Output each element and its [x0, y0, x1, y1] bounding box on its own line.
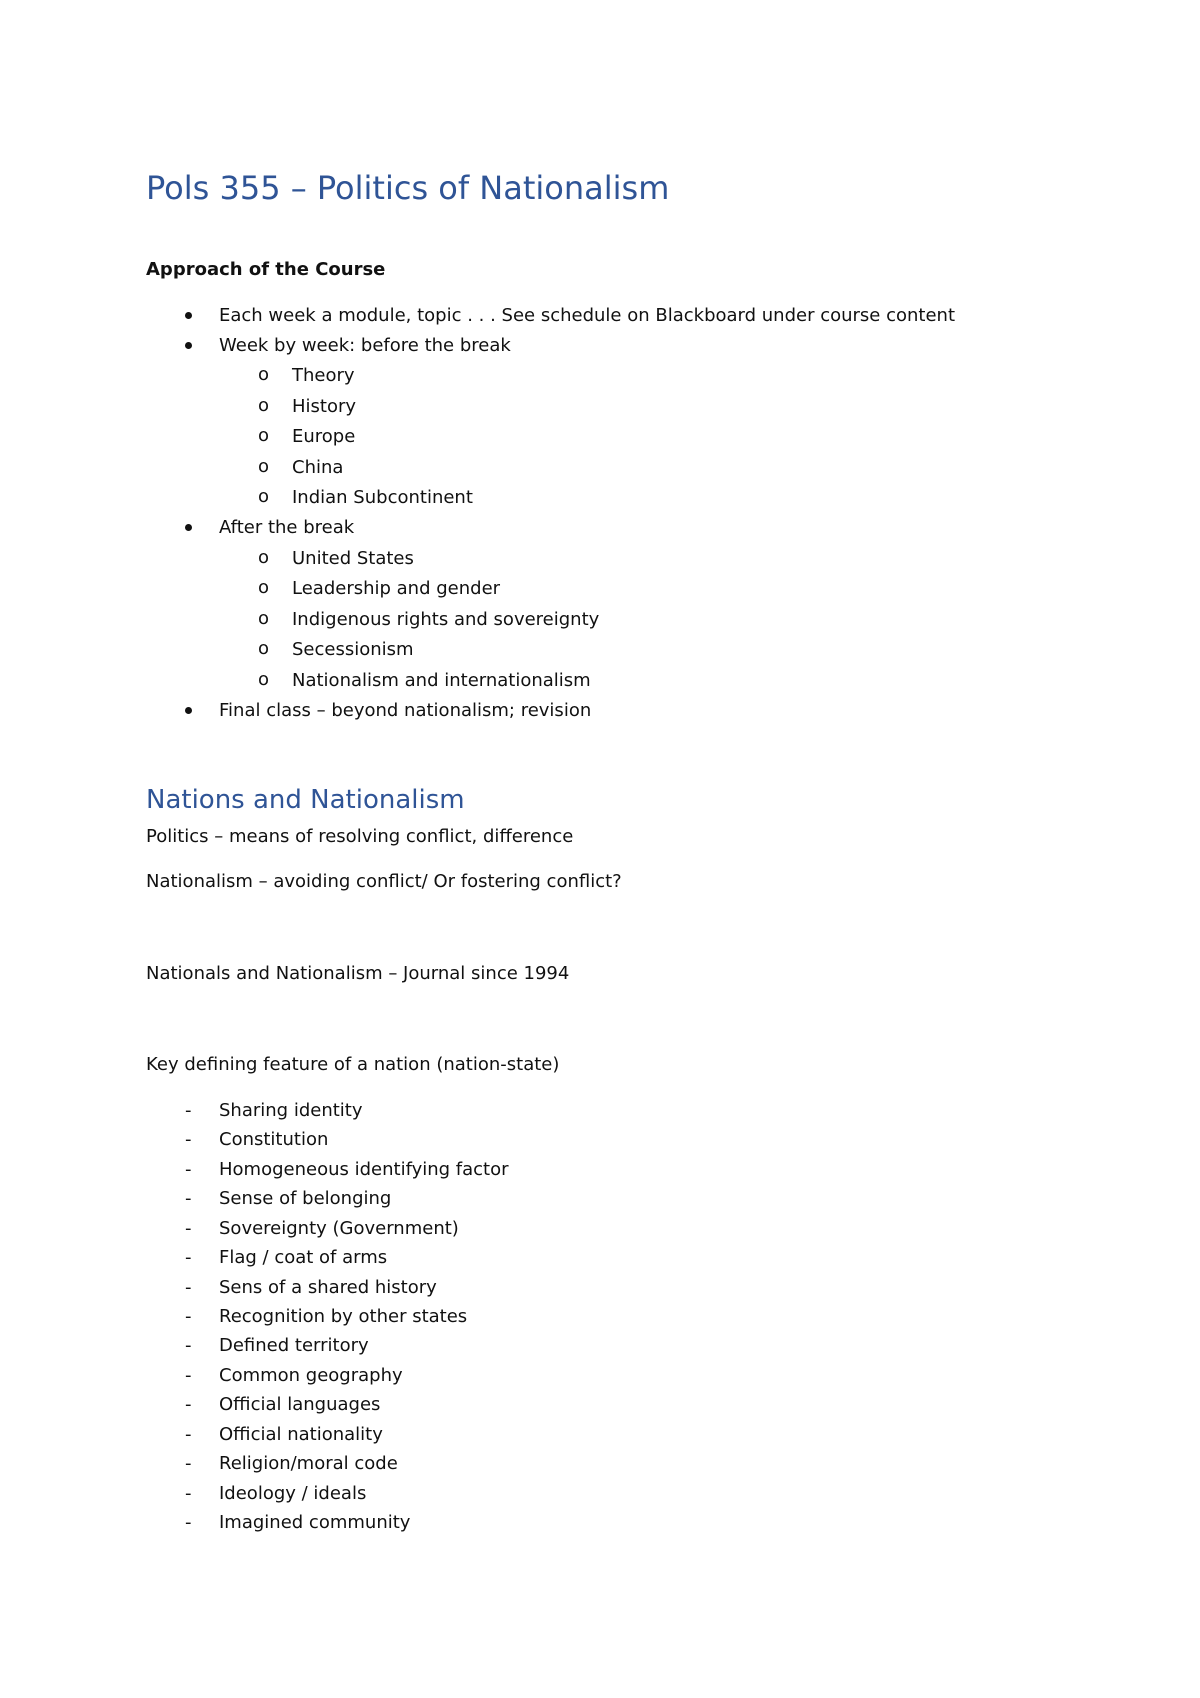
- list-item: Indigenous rights and sovereignty: [292, 609, 600, 630]
- dash-bullet-icon: -: [185, 1424, 192, 1445]
- list-item: Sense of belonging: [219, 1188, 392, 1209]
- list-item: Constitution: [219, 1129, 329, 1150]
- bullet-icon: [185, 707, 192, 714]
- circle-bullet-icon: o: [258, 638, 270, 659]
- paragraph: Politics – means of resolving conflict, difference: [146, 826, 574, 847]
- dash-bullet-icon: -: [185, 1335, 192, 1356]
- dash-bullet-icon: -: [185, 1483, 192, 1504]
- bullet-icon: [185, 312, 192, 319]
- list-item: Sens of a shared history: [219, 1277, 437, 1298]
- dash-bullet-icon: -: [185, 1218, 192, 1239]
- list-item: Indian Subcontinent: [292, 487, 473, 508]
- list-item: History: [292, 396, 357, 417]
- section-heading: Nations and Nationalism: [146, 785, 465, 815]
- paragraph: Nationals and Nationalism – Journal since 1994: [146, 963, 570, 984]
- dash-bullet-icon: -: [185, 1394, 192, 1415]
- list-item: Each week a module, topic . . . See schedule on Blackboard under course content: [219, 305, 956, 326]
- list-item: Nationalism and internationalism: [292, 670, 591, 691]
- list-item: Secessionism: [292, 639, 414, 660]
- page-title: Pols 355 – Politics of Nationalism: [146, 169, 670, 207]
- dash-bullet-icon: -: [185, 1365, 192, 1386]
- list-item: Recognition by other states: [219, 1306, 468, 1327]
- list-item: Sharing identity: [219, 1100, 363, 1121]
- list-item: Religion/moral code: [219, 1453, 398, 1474]
- list-item: Homogeneous identifying factor: [219, 1159, 509, 1180]
- list-item: Sovereignty (Government): [219, 1218, 459, 1239]
- dash-bullet-icon: -: [185, 1306, 192, 1327]
- list-item: Final class – beyond nationalism; revision: [219, 700, 592, 721]
- list-item: Flag / coat of arms: [219, 1247, 388, 1268]
- circle-bullet-icon: o: [258, 608, 270, 629]
- list-item: Common geography: [219, 1365, 403, 1386]
- list-item: Imagined community: [219, 1512, 411, 1533]
- dash-bullet-icon: -: [185, 1277, 192, 1298]
- circle-bullet-icon: o: [258, 669, 270, 690]
- circle-bullet-icon: o: [258, 425, 270, 446]
- dash-bullet-icon: -: [185, 1159, 192, 1180]
- list-item: Theory: [292, 365, 355, 386]
- list-item: Europe: [292, 426, 356, 447]
- dash-bullet-icon: -: [185, 1247, 192, 1268]
- dash-bullet-icon: -: [185, 1188, 192, 1209]
- circle-bullet-icon: o: [258, 395, 270, 416]
- list-item: Official nationality: [219, 1424, 383, 1445]
- list-item: Leadership and gender: [292, 578, 501, 599]
- bullet-icon: [185, 524, 192, 531]
- dash-bullet-icon: -: [185, 1129, 192, 1150]
- list-item: Official languages: [219, 1394, 381, 1415]
- dash-bullet-icon: -: [185, 1100, 192, 1121]
- circle-bullet-icon: o: [258, 364, 270, 385]
- bullet-icon: [185, 342, 192, 349]
- circle-bullet-icon: o: [258, 456, 270, 477]
- paragraph: Key defining feature of a nation (nation-state): [146, 1054, 560, 1075]
- list-item: Defined territory: [219, 1335, 369, 1356]
- circle-bullet-icon: o: [258, 547, 270, 568]
- list-item: After the break: [219, 517, 355, 538]
- list-item: Week by week: before the break: [219, 335, 511, 356]
- dash-bullet-icon: -: [185, 1453, 192, 1474]
- paragraph: Nationalism – avoiding conflict/ Or fostering conflict?: [146, 871, 622, 892]
- circle-bullet-icon: o: [258, 577, 270, 598]
- circle-bullet-icon: o: [258, 486, 270, 507]
- list-item: United States: [292, 548, 414, 569]
- approach-heading: Approach of the Course: [146, 259, 386, 280]
- dash-bullet-icon: -: [185, 1512, 192, 1533]
- list-item: Ideology / ideals: [219, 1483, 367, 1504]
- list-item: China: [292, 457, 344, 478]
